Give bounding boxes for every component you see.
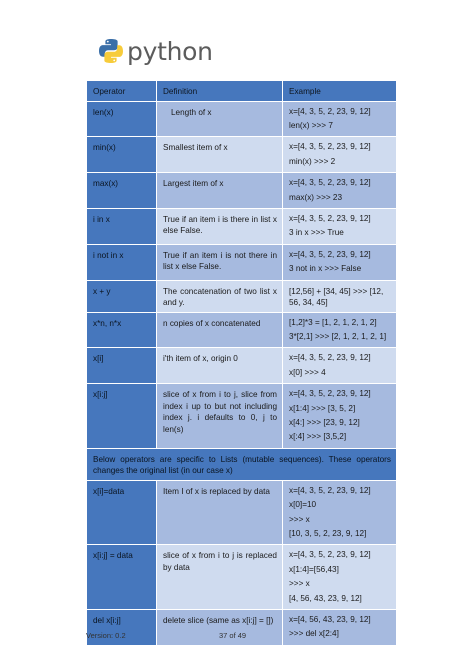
example-cell [283,610,397,646]
example-line: x=[4, 3, 5, 2, 23, 9, 12] [289,353,371,363]
operator-cell: max(x) [87,173,157,209]
table-header-row [87,81,397,102]
table-row [87,280,397,312]
example-line: 3 not in x >>> False [289,264,362,274]
example-line: x=[4, 3, 5, 2, 23, 9, 12] [289,106,371,116]
example-line: >>> del x[2:4] [289,629,339,639]
operator-cell: i in x [87,208,157,244]
example-line: 3*[2,1] >>> [2, 1, 2, 1, 2, 1] [289,331,387,341]
operator-cell: x[i]=data [87,480,157,545]
definition-cell: Length of x [157,101,283,137]
example-line: [1,2]*3 = [1, 2, 1, 2, 1, 2] [289,317,377,327]
list-operators-table [86,80,397,646]
example-cell [283,480,397,545]
operator-cell: min(x) [87,137,157,173]
example-line: >>> x [289,514,310,524]
operator-cell: del x[i:j] [87,610,157,646]
example-line: [4, 56, 43, 23, 9, 12] [289,593,362,603]
example-line: x=[4, 3, 5, 2, 23, 9, 12] [289,142,371,152]
example-line: x=[4, 3, 5, 2, 23, 9, 12] [289,389,371,399]
example-line: x=[4, 3, 5, 2, 23, 9, 12] [289,249,371,259]
operator-cell: x[i:j] = data [87,545,157,610]
definition-cell: i'th item of x, origin 0 [157,348,283,384]
example-line: x[:4] >>> [3,5,2] [289,432,347,442]
definition-cell: The concatenation of two list x and y. [157,280,283,312]
python-snake-icon [98,38,124,64]
example-cell [283,312,397,348]
example-line: x[0]=10 [289,500,317,510]
table-row [87,137,397,173]
table-row [87,480,397,545]
example-line: x[1:4]=[56,43] [289,564,339,574]
example-line: >>> x [289,579,310,589]
operator-cell: len(x) [87,101,157,137]
table-row [87,384,397,449]
example-line: x[4:] >>> [23, 9, 12] [289,418,360,427]
footer-version: Version: 0.2 [86,631,126,640]
table-row [87,348,397,384]
example-line: max(x) >>> 23 [289,192,343,202]
table-row [87,208,397,244]
example-cell [283,384,397,449]
column-header-example: Example [283,81,397,102]
example-line: x=[4, 3, 5, 2, 23, 9, 12] [289,485,371,495]
example-line: [10, 3, 5, 2, 23, 9, 12] [289,529,367,539]
definition-cell: True if an item i is not there in list x else False. [157,244,283,280]
table-row [87,173,397,209]
table-row [87,101,397,137]
example-line: x=[4, 3, 5, 2, 23, 9, 12] [289,178,371,188]
example-line: x=[4, 56, 43, 23, 9, 12] [289,615,371,625]
definition-cell: n copies of x concatenated [157,312,283,348]
example-cell: [12,56] + [34, 45] >>> [12, 56, 34, 45] [283,280,397,312]
operator-cell: x + y [87,280,157,312]
definition-cell: Item I of x is replaced by data [157,480,283,545]
operator-cell: x[i:j] [87,384,157,449]
example-cell [283,545,397,610]
operator-cell: i not in x [87,244,157,280]
example-line: 3 in x >>> True [289,228,344,238]
definition-cell: True if an item i is there in list x else False. [157,208,283,244]
definition-cell: slice of x from i to j, slice from index i up to but not including index j. i defaults to 0, j to len(s) [157,384,283,449]
mutable-operators-note-row [87,448,397,480]
example-cell [283,137,397,173]
python-logo [98,38,213,64]
mutable-operators-note: Below operators are specific to Lists (mutable sequences). These operators changes the original list (in our case x) [87,448,397,480]
definition-cell: slice of x from i to j is replaced by data [157,545,283,610]
example-line: x[0] >>> 4 [289,367,326,377]
example-line: len(x) >>> 7 [289,120,333,130]
example-cell [283,208,397,244]
column-header-definition: Definition [157,81,283,102]
example-cell [283,348,397,384]
definition-cell: delete slice (same as x[i:j] = []) [157,610,283,646]
example-line: x[1:4] >>> [3, 5, 2] [289,403,356,413]
definition-cell: Largest item of x [157,173,283,209]
example-cell [283,173,397,209]
column-header-operator: Operator [87,81,157,102]
definition-cell: Smallest item of x [157,137,283,173]
example-line: x=[4, 3, 5, 2, 23, 9, 12] [289,213,371,223]
example-cell [283,244,397,280]
logo-wordmark: python [127,36,213,66]
example-line: x=[4, 3, 5, 2, 23, 9, 12] [289,550,371,560]
table-row [87,312,397,348]
example-cell [283,101,397,137]
table-row [87,244,397,280]
example-line: min(x) >>> 2 [289,156,336,166]
footer-page-number: 37 of 49 [219,631,247,640]
table-row [87,545,397,610]
table-row [87,610,397,646]
operator-cell: x[i] [87,348,157,384]
operator-cell: x*n, n*x [87,312,157,348]
